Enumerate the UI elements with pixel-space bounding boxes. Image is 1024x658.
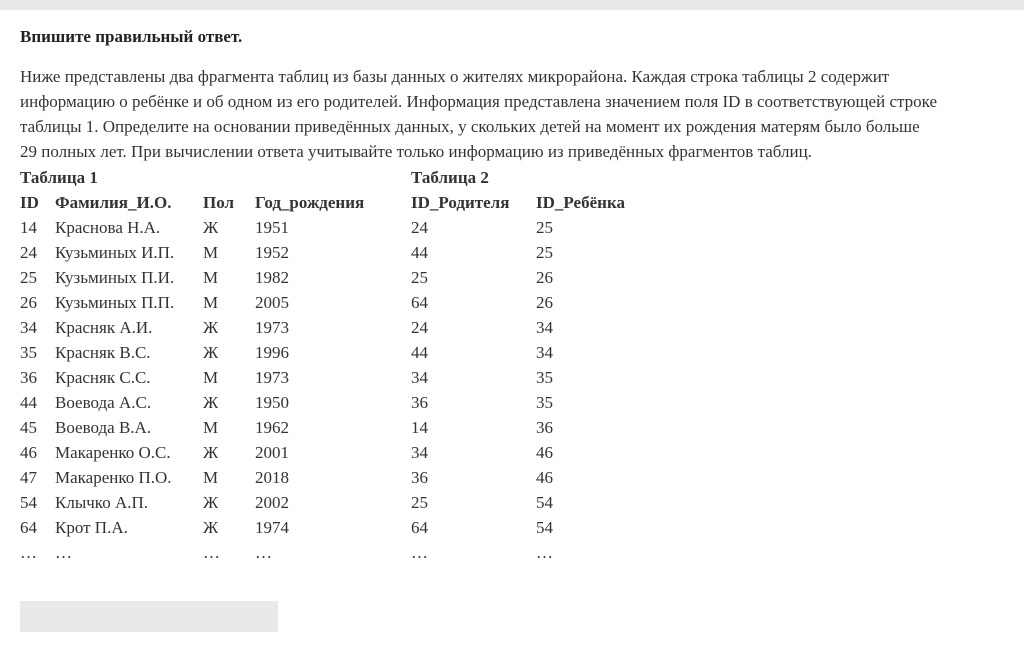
table-row [20, 540, 411, 565]
table-row [20, 340, 411, 365]
cell-child-id: 54 [536, 518, 553, 537]
cell-birth-year: … [255, 543, 272, 562]
table-row [411, 265, 646, 290]
cell-parent-id: 25 [411, 493, 428, 512]
cell-child-id: 26 [536, 293, 553, 312]
cell-birth-year: 1962 [255, 418, 289, 437]
table-row [20, 215, 411, 240]
task-text-line: 29 полных лет. При вычислении ответа учитывайте только информацию из приведённых фрагментов таблиц. [20, 142, 812, 161]
cell-parent-id: 44 [411, 243, 428, 262]
cell-id: 46 [20, 443, 37, 462]
cell-birth-year: 1996 [255, 343, 289, 362]
cell-sex: М [203, 243, 219, 262]
cell-name: … [55, 543, 72, 562]
top-bar [0, 0, 1024, 10]
cell-child-id: 54 [536, 493, 553, 512]
cell-sex: М [203, 368, 219, 387]
cell-name: Красняк А.И. [55, 318, 153, 337]
table-row [20, 440, 411, 465]
column-header-parent-id: ID_Родителя [411, 193, 510, 212]
cell-child-id: 34 [536, 318, 553, 337]
column-header-sex: Пол [203, 193, 235, 212]
table-row [20, 490, 411, 515]
table-row [411, 215, 646, 240]
table-row [411, 315, 646, 340]
cell-parent-id: 24 [411, 218, 428, 237]
cell-child-id: 35 [536, 393, 553, 412]
cell-name: Макаренко П.О. [55, 468, 172, 487]
cell-name: Крот П.А. [55, 518, 128, 537]
cell-birth-year: 2002 [255, 493, 289, 512]
cell-name: Клычко А.П. [55, 493, 148, 512]
cell-parent-id: 36 [411, 468, 428, 487]
cell-name: Кузьминых П.И. [55, 268, 175, 287]
table-row [20, 290, 411, 315]
cell-sex: Ж [203, 218, 219, 237]
cell-birth-year: 2018 [255, 468, 289, 487]
cell-birth-year: 1974 [255, 518, 289, 537]
cell-sex: Ж [203, 393, 219, 412]
table-row [411, 440, 646, 465]
table-row [20, 465, 411, 490]
column-header-id: ID [20, 193, 39, 212]
cell-parent-id: 44 [411, 343, 428, 362]
cell-id: 34 [20, 318, 37, 337]
cell-id: 14 [20, 218, 37, 237]
cell-child-id: 46 [536, 443, 553, 462]
cell-id: 35 [20, 343, 37, 362]
cell-birth-year: 2005 [255, 293, 289, 312]
column-header-child-id: ID_Ребёнка [536, 193, 625, 212]
cell-id: 47 [20, 468, 37, 487]
cell-name: Красняк С.С. [55, 368, 151, 387]
table-row [411, 540, 646, 565]
cell-id: 45 [20, 418, 37, 437]
table-2-caption: Таблица 2 [411, 168, 489, 187]
cell-id: 26 [20, 293, 37, 312]
cell-birth-year: 1952 [255, 243, 289, 262]
task-text-line: таблицы 1. Определите на основании приведённых данных, у скольких детей на момент их рождения матерям было больше [20, 117, 920, 136]
cell-id: 54 [20, 493, 37, 512]
table-row [20, 390, 411, 415]
cell-child-id: 26 [536, 268, 553, 287]
cell-sex: М [203, 468, 219, 487]
cell-parent-id: … [411, 543, 428, 562]
cell-name: Кузьминых И.П. [55, 243, 175, 262]
cell-child-id: 25 [536, 218, 553, 237]
cell-id: 64 [20, 518, 37, 537]
cell-sex: Ж [203, 318, 219, 337]
table-row [411, 490, 646, 515]
cell-parent-id: 24 [411, 318, 428, 337]
cell-parent-id: 14 [411, 418, 428, 437]
cell-parent-id: 64 [411, 293, 428, 312]
table-row [411, 465, 646, 490]
cell-child-id: 35 [536, 368, 553, 387]
table-1-caption: Таблица 1 [20, 168, 98, 187]
cell-child-id: … [536, 543, 553, 562]
cell-parent-id: 34 [411, 443, 428, 462]
table-row [411, 415, 646, 440]
answer-input[interactable] [20, 601, 278, 632]
table-row [20, 265, 411, 290]
cell-id: 44 [20, 393, 37, 412]
table-row [411, 290, 646, 315]
cell-parent-id: 64 [411, 518, 428, 537]
cell-sex: … [203, 543, 220, 562]
cell-child-id: 36 [536, 418, 553, 437]
cell-id: 24 [20, 243, 37, 262]
table-row [20, 315, 411, 340]
cell-birth-year: 1982 [255, 268, 289, 287]
cell-name: Краснова Н.А. [55, 218, 161, 237]
column-header-birth-year: Год_рождения [255, 193, 365, 212]
cell-birth-year: 1973 [255, 318, 289, 337]
cell-name: Воевода В.А. [55, 418, 152, 437]
table-row [411, 240, 646, 265]
task-text-line: Ниже представлены два фрагмента таблиц из базы данных о жителях микрорайона. Каждая строка таблицы 2 содержит [20, 67, 890, 86]
table-1 [20, 165, 411, 565]
cell-birth-year: 2001 [255, 443, 289, 462]
cell-sex: М [203, 293, 219, 312]
table-row [20, 415, 411, 440]
cell-parent-id: 36 [411, 393, 428, 412]
task-instruction: Впишите правильный ответ. [20, 27, 243, 46]
cell-sex: Ж [203, 443, 219, 462]
task-text-line: информацию о ребёнке и об одном из его родителей. Информация представлена значением поля ID в соответствующей строке [20, 92, 938, 111]
table-2 [411, 165, 646, 565]
table-row [20, 240, 411, 265]
cell-sex: М [203, 418, 219, 437]
cell-id: 36 [20, 368, 37, 387]
cell-name: Красняк В.С. [55, 343, 151, 362]
cell-birth-year: 1951 [255, 218, 289, 237]
table-row [411, 515, 646, 540]
table-row [411, 390, 646, 415]
cell-parent-id: 34 [411, 368, 428, 387]
task-text [20, 64, 1024, 164]
cell-name: Кузьминых П.П. [55, 293, 175, 312]
cell-birth-year: 1950 [255, 393, 289, 412]
table-row [20, 515, 411, 540]
cell-child-id: 46 [536, 468, 553, 487]
column-header-name: Фамилия_И.О. [55, 193, 172, 212]
cell-birth-year: 1973 [255, 368, 289, 387]
cell-id: … [20, 543, 37, 562]
cell-sex: Ж [203, 343, 219, 362]
table-row [20, 365, 411, 390]
cell-child-id: 25 [536, 243, 553, 262]
cell-sex: Ж [203, 493, 219, 512]
cell-child-id: 34 [536, 343, 553, 362]
cell-sex: М [203, 268, 219, 287]
cell-id: 25 [20, 268, 37, 287]
cell-sex: Ж [203, 518, 219, 537]
table-row [411, 340, 646, 365]
table-row [411, 365, 646, 390]
cell-name: Макаренко О.С. [55, 443, 171, 462]
cell-name: Воевода А.С. [55, 393, 152, 412]
cell-parent-id: 25 [411, 268, 428, 287]
